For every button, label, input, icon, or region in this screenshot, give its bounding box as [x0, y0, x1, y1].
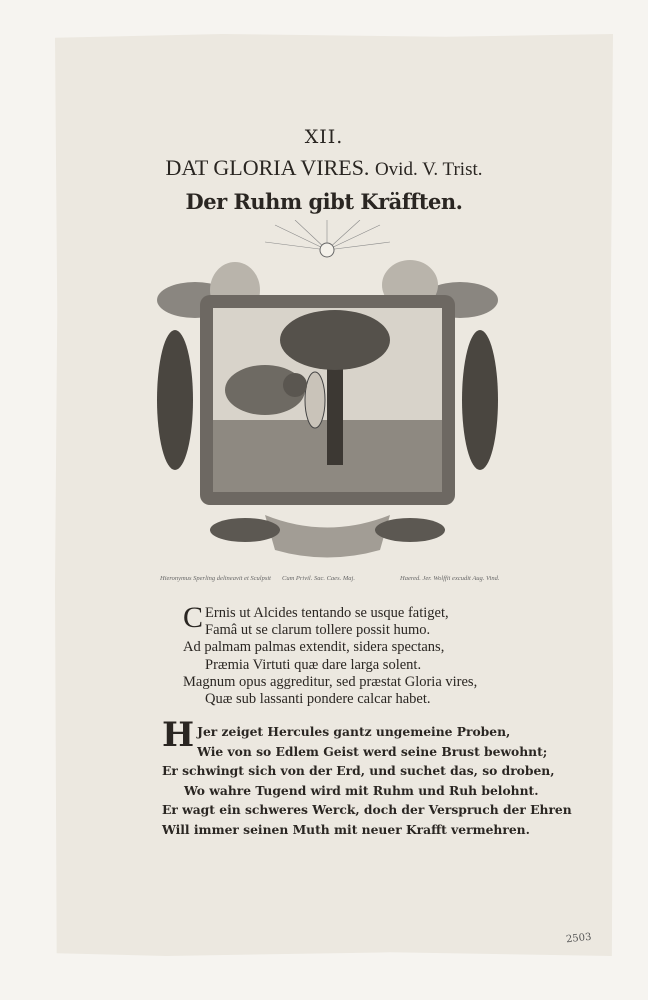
drop-cap: C [183, 601, 204, 634]
sun [320, 243, 334, 257]
hercules-figure [305, 372, 325, 428]
verse-line: Will immer seinen Muth mit neuer Krafft vermehren. [162, 821, 530, 837]
verse-line: Wo wahre Tugend wird mit Ruhm und Ruh belohnt. [184, 782, 539, 798]
latin-verse [183, 601, 478, 708]
caption-publisher: Haered. Jer. Wolffii excudit Aug. Vind. [400, 575, 500, 582]
engraving-emblem [155, 220, 500, 565]
caption-engraver: Hieronymus Sperling delineavit et Sculpsit [160, 575, 271, 582]
verse-line: Quæ sub lassanti pondere calcar habet. [205, 691, 431, 708]
motto-latin: DAT GLORIA VIRES. [165, 155, 370, 180]
caption-privilege: Cum Privil. Sac. Caes. Maj. [282, 575, 355, 582]
verse-line: Er schwingt sich von der Erd, und suchet das, so droben, [162, 763, 555, 778]
motto [0, 155, 648, 181]
palm-crown [280, 310, 390, 370]
inventory-number: 2503 [565, 931, 592, 946]
german-verse [162, 715, 572, 839]
drop-cap: H [162, 715, 195, 755]
drapery-cartouche [265, 515, 390, 558]
verse-line: Ad palmam palmas extendit, sidera spectans, [183, 639, 445, 656]
verse-line: Præmia Virtuti quæ dare larga solent. [205, 656, 422, 673]
verse-line: Magnum opus aggreditur, sed præstat Gloria vires, [183, 673, 478, 690]
verse-line: Ernis ut Alcides tentando se usque fatiget, [205, 605, 449, 621]
globe [283, 373, 307, 397]
verse-line: Famâ ut se clarum tollere possit humo. [205, 622, 431, 639]
palm-trunk [327, 360, 343, 465]
verse-line: Jer zeiget Hercules gantz ungemeine Proben, [197, 724, 511, 739]
verse-line: Er wagt ein schweres Werck, doch der Verspruch der Ehren [162, 802, 572, 817]
plate-number: XII. [304, 126, 344, 148]
german-title: Der Ruhm gibt Kräfften. [185, 189, 463, 214]
verse-line: Wie von so Edlem Geist werd seine Brust bewohnt; [197, 743, 548, 759]
motto-source: Ovid. V. Trist. [374, 159, 483, 180]
